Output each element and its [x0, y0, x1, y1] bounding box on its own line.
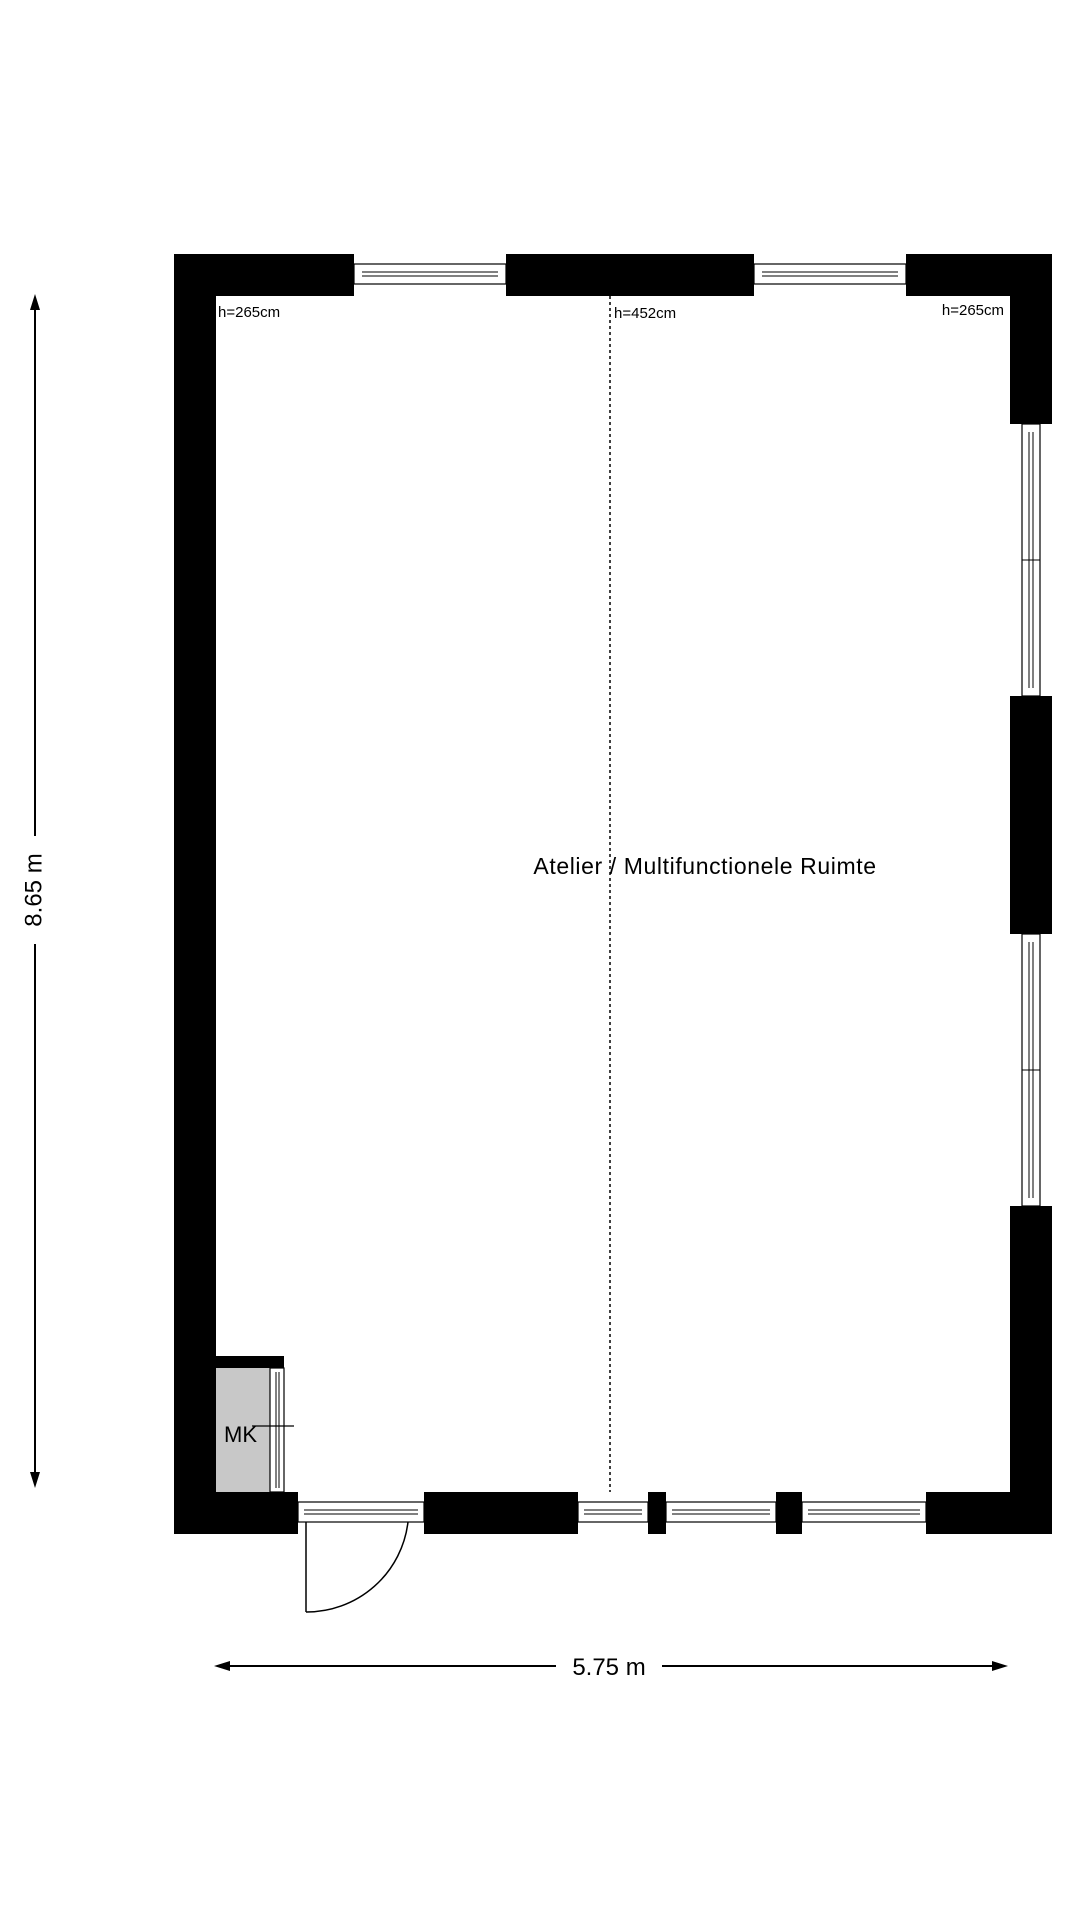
meter-closet — [216, 1356, 294, 1492]
arrow-left-icon — [214, 1661, 230, 1671]
wall-bottom-left — [174, 1492, 298, 1534]
arrow-right-icon — [992, 1661, 1008, 1671]
window-top-left — [354, 264, 506, 284]
exterior-walls — [174, 254, 1052, 1534]
wall-left — [174, 254, 216, 1534]
door-swing-arc — [306, 1522, 408, 1612]
wall-right-middle — [1010, 696, 1052, 934]
height-label-left: h=265cm — [218, 304, 281, 321]
wall-top-middle — [506, 254, 754, 296]
closet-label: MK — [224, 1422, 257, 1447]
window-bottom-2 — [666, 1502, 776, 1522]
window-bottom-3 — [802, 1502, 926, 1522]
height-label-right: h=265cm — [941, 302, 1004, 319]
arrow-down-icon — [30, 1472, 40, 1488]
window-right-upper — [1022, 424, 1040, 696]
wall-bottom-right — [926, 1492, 1052, 1534]
width-dimension — [214, 1654, 1008, 1681]
window-top-right — [754, 264, 906, 284]
windows — [354, 264, 1040, 1522]
width-label: 5.75 m — [572, 1654, 646, 1681]
wall-right-top — [1010, 254, 1052, 424]
window-right-lower — [1022, 934, 1040, 1206]
wall-bottom-mid-3 — [776, 1492, 802, 1534]
height-label-center: h=452cm — [614, 305, 677, 322]
window-bottom-1 — [578, 1502, 648, 1522]
depth-dimension — [20, 294, 47, 1488]
wall-bottom-mid-2 — [648, 1492, 666, 1534]
wall-bottom-mid-1 — [424, 1492, 578, 1534]
depth-label: 8.65 m — [20, 853, 48, 927]
entrance-door — [298, 1502, 424, 1612]
arrow-up-icon — [30, 294, 40, 310]
room-name: Atelier / Multifunctionele Ruimte — [533, 853, 877, 879]
wall-right-bottom — [1010, 1206, 1052, 1534]
